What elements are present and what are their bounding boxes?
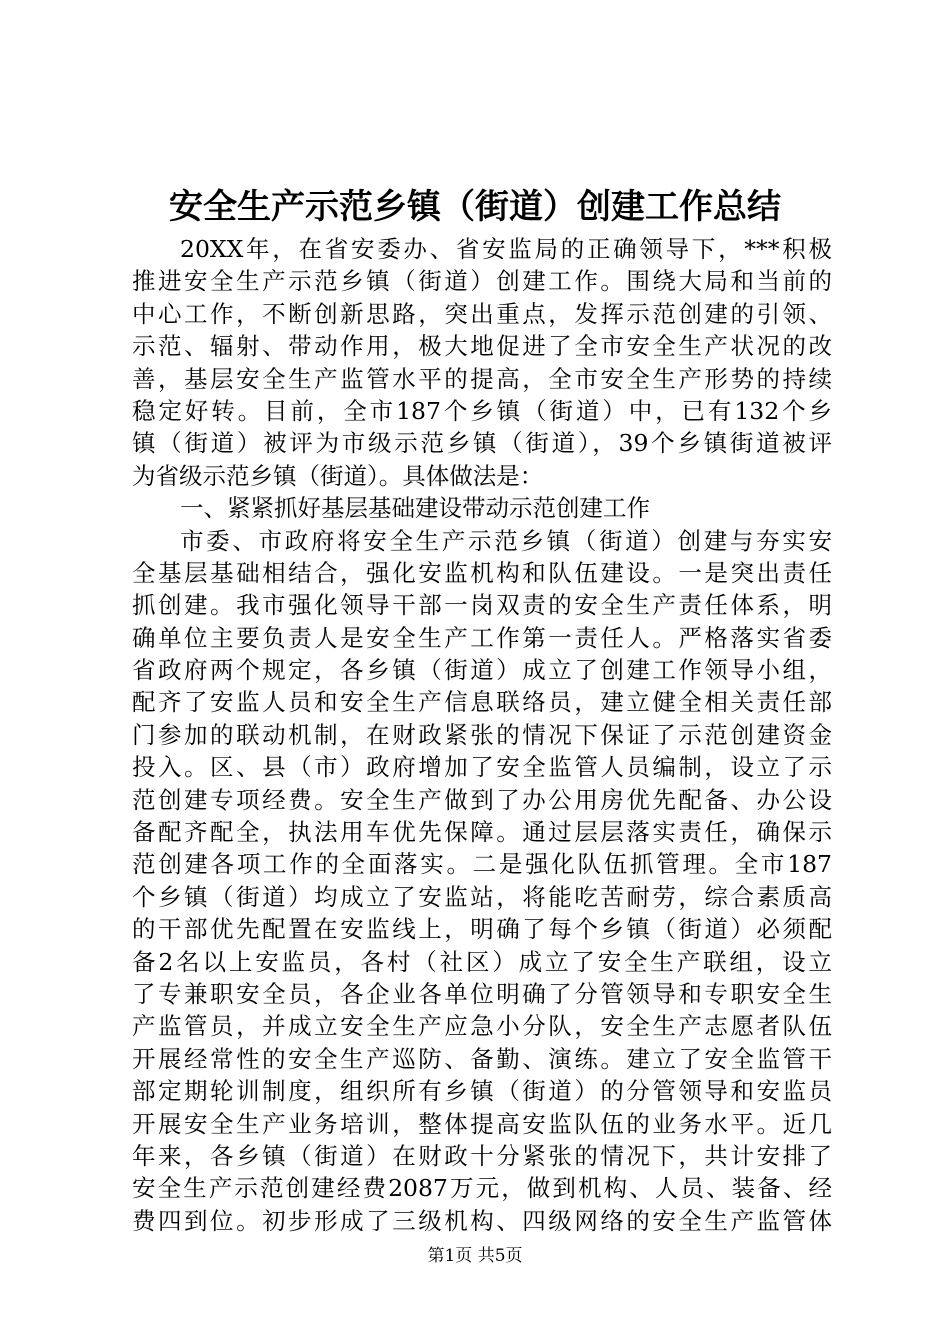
paragraph-line: 配齐了安监人员和安全生产信息联络员，建立健全相关责任部 — [132, 688, 832, 717]
paragraph-line: 善，基层安全生产监管水平的提高，全市安全生产形势的持续 — [132, 364, 832, 393]
paragraph-line: 范创建专项经费。安全生产做到了办公用房优先配备、办公设 — [132, 785, 832, 814]
paragraph-line: 投入。区、县（市）政府增加了安全监管人员编制，设立了示 — [132, 753, 832, 782]
paragraph-line: 产监管员，并成立安全生产应急小分队，安全生产志愿者队伍 — [132, 1012, 832, 1041]
paragraph-line: 个乡镇（街道）均成立了安监站，将能吃苦耐劳，综合素质高 — [132, 882, 832, 911]
paragraph-line: 的干部优先配置在安监线上，明确了每个乡镇（街道）必须配 — [132, 915, 832, 944]
paragraph-line: 镇（街道）被评为市级示范乡镇（街道），39个乡镇街道被评 — [132, 429, 832, 458]
paragraph-line: 确单位主要负责人是安全生产工作第一责任人。严格落实省委 — [132, 623, 832, 652]
paragraph-line: 示范、辐射、带动作用，极大地促进了全市安全生产状况的改 — [132, 332, 832, 361]
paragraph-line: 门参加的联动机制，在财政紧张的情况下保证了示范创建资金 — [132, 720, 832, 749]
paragraph-line: 了专兼职安全员，各企业各单位明确了分管领导和专职安全生 — [132, 979, 832, 1008]
document-title: 安全生产示范乡镇（街道）创建工作总结 — [169, 187, 781, 227]
paragraph-line: 全基层基础相结合，强化安监机构和队伍建设。一是突出责任 — [132, 558, 832, 587]
page-number-footer: 第1页 共5页 — [427, 1246, 523, 1266]
paragraph-line: 年来，各乡镇（街道）在财政十分紧张的情况下，共计安排了 — [132, 1141, 832, 1170]
paragraph-line: 为省级示范乡镇（街道）。具体做法是： — [132, 461, 544, 490]
paragraph-line: 推进安全生产示范乡镇（街道）创建工作。围绕大局和当前的 — [132, 267, 832, 296]
paragraph-line: 抓创建。我市强化领导干部一岗双责的安全生产责任体系，明 — [132, 591, 832, 620]
paragraph-line: 部定期轮训制度，组织所有乡镇（街道）的分管领导和安监员 — [132, 1077, 832, 1106]
paragraph-line: 省政府两个规定，各乡镇（街道）成立了创建工作领导小组， — [132, 656, 832, 685]
paragraph-line: 费四到位。初步形成了三级机构、四级网络的安全生产监管体 — [132, 1206, 832, 1235]
paragraph-line: 安全生产示范创建经费2087万元，做到机构、人员、装备、经 — [132, 1174, 832, 1203]
paragraph-line: 范创建各项工作的全面落实。二是强化队伍抓管理。全市187 — [132, 850, 832, 879]
paragraph-line: 市委、市政府将安全生产示范乡镇（街道）创建与夯实安 — [180, 526, 832, 555]
paragraph-line: 备配齐配全，执法用车优先保障。通过层层落实责任，确保示 — [132, 818, 832, 847]
section-heading: 一、紧紧抓好基层基础建设带动示范创建工作 — [180, 494, 650, 523]
paragraph-line: 开展安全生产业务培训，整体提高安监队伍的业务水平。近几 — [132, 1109, 832, 1138]
paragraph-line: 稳定好转。目前，全市187个乡镇（街道）中，已有132个乡 — [132, 396, 832, 425]
document-body — [132, 233, 832, 1237]
paragraph-line: 20XX年，在省安委办、省安监局的正确领导下，***积极 — [180, 235, 832, 263]
paragraph-line: 备2名以上安监员，各村（社区）成立了安全生产联组，设立 — [132, 947, 832, 976]
paragraph-line: 开展经常性的安全生产巡防、备勤、演练。建立了安全监管干 — [132, 1044, 832, 1073]
paragraph-line: 中心工作，不断创新思路，突出重点，发挥示范创建的引领、 — [132, 299, 832, 328]
